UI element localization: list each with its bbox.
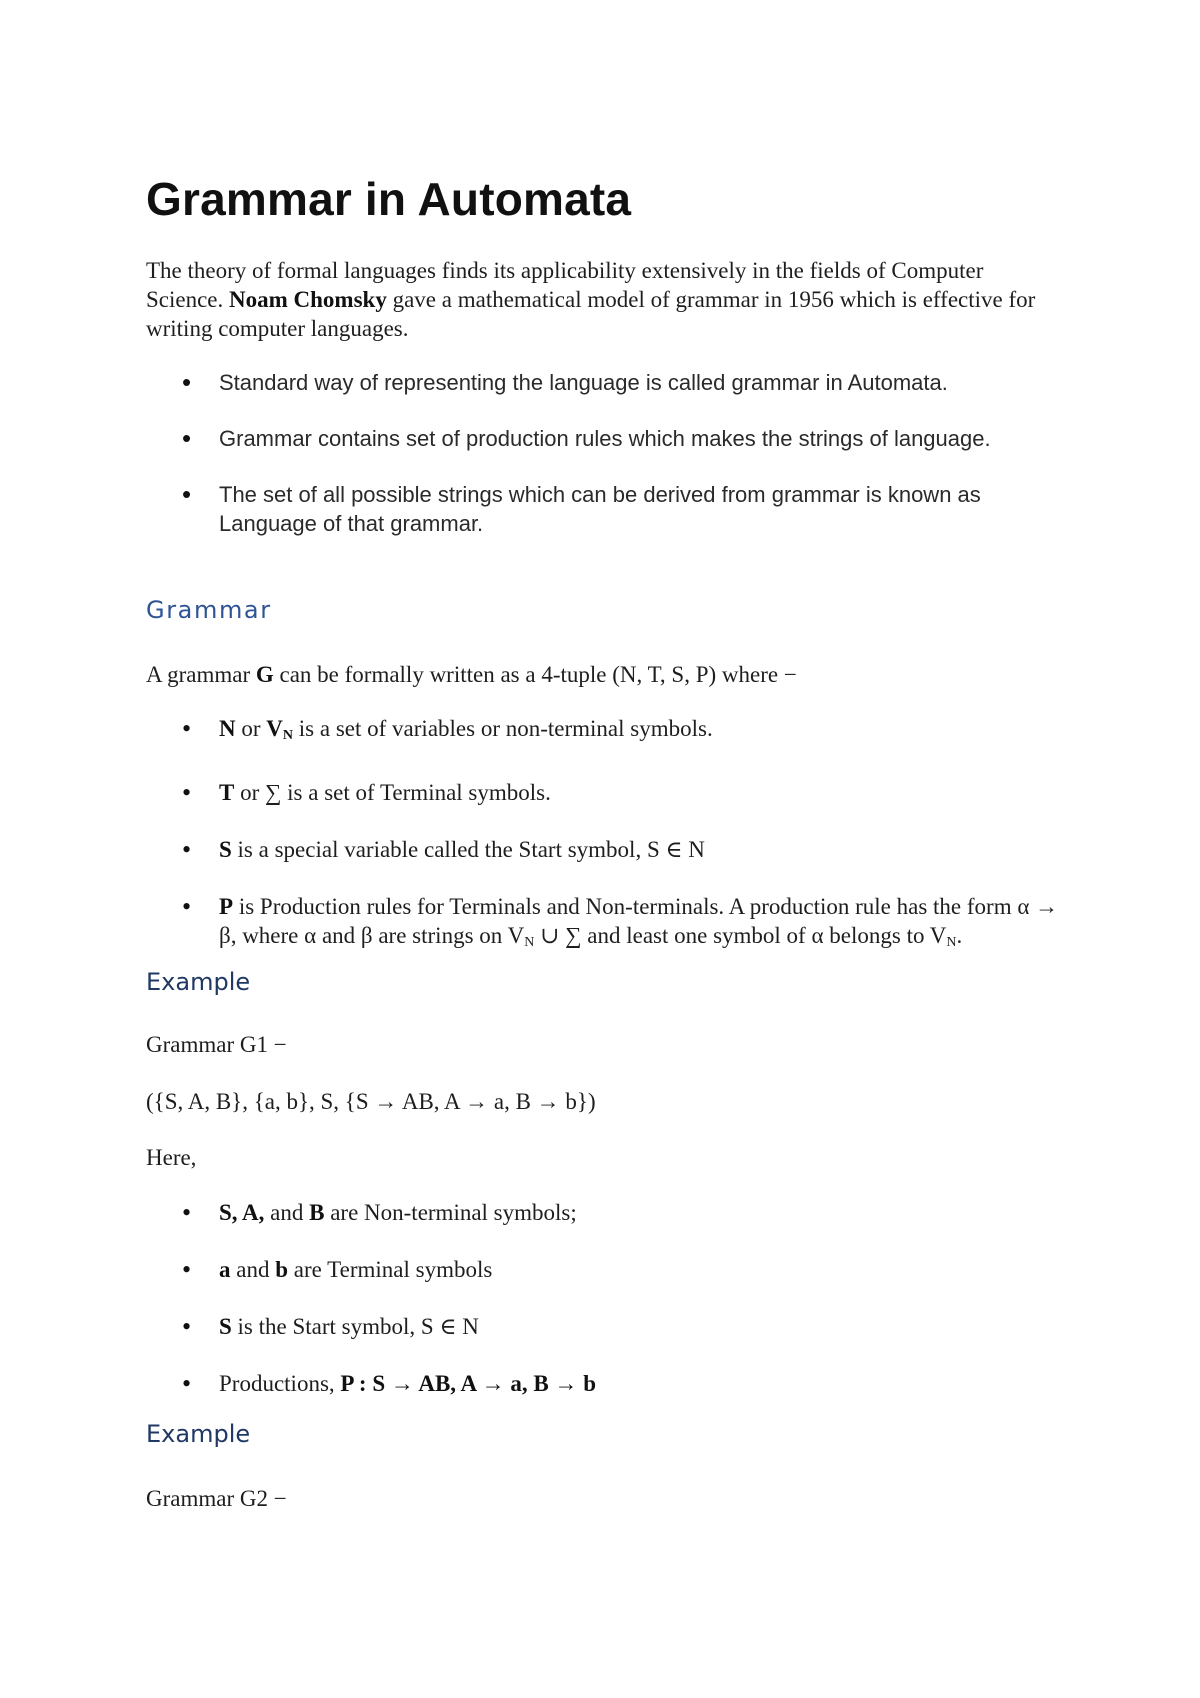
- item-bold: B: [309, 1200, 325, 1225]
- item-description: is a set of variables or non-terminal symbols.: [298, 716, 713, 741]
- list-item: [146, 892, 1066, 957]
- example-1-heading: Example: [146, 968, 251, 996]
- item-description-cont: ∪ ∑ and least one symbol of α belongs to V: [534, 923, 947, 948]
- example-1-list: [146, 1198, 1066, 1426]
- term-t: T: [219, 780, 235, 805]
- list-item: [146, 1198, 1066, 1227]
- item-description: is a special variable called the Start symbol, S ∈ N: [237, 837, 705, 862]
- list-item: • The set of all possible strings which can be derived from grammar is known as Language of that grammar.: [146, 480, 1066, 538]
- grammar-components-list: [146, 714, 1066, 985]
- intro-text-start: The theory of formal languages finds its applicability extensively in the fields of Computer Science.: [146, 258, 984, 312]
- example-2-heading: Example: [146, 1420, 251, 1448]
- item-bold: S: [219, 1314, 232, 1339]
- item-bold: b: [275, 1257, 289, 1282]
- list-item: • Grammar contains set of production rules which makes the strings of language.: [146, 424, 1066, 453]
- intro-author-name: Noam Chomsky: [229, 287, 387, 312]
- intro-paragraph: [146, 256, 1066, 343]
- example-1-here: Here,: [146, 1145, 197, 1170]
- list-item: [146, 778, 1066, 807]
- term-connector: or: [241, 716, 261, 741]
- example-2-grammar-label: Grammar G2 −: [146, 1486, 287, 1511]
- item-description: are Non-terminal symbols;: [324, 1200, 577, 1225]
- term-p: P: [219, 894, 234, 919]
- definition-text-end: can be formally written as a 4-tuple (N, T, S, P) where −: [279, 662, 797, 687]
- summary-bullet-list: [146, 368, 1066, 565]
- example-1-tuple: ({S, A, B}, {a, b}, S, {S → AB, A → a, B → b}): [146, 1089, 596, 1114]
- term-v: V: [266, 716, 283, 741]
- intro-text-end: gave a mathematical model of grammar in 1956 which is effective for writing computer languages.: [146, 287, 1036, 341]
- subscript-n: N: [282, 728, 294, 743]
- item-description: or ∑ is a set of Terminal symbols.: [240, 780, 551, 805]
- definition-text-start: A grammar: [146, 662, 251, 687]
- sentence-end: .: [956, 923, 963, 948]
- subscript-n: N: [946, 935, 957, 950]
- list-item: [146, 835, 1066, 864]
- item-description: are Terminal symbols: [288, 1257, 493, 1282]
- term-s: S: [219, 837, 232, 862]
- page-title: Grammar in Automata: [146, 173, 632, 225]
- item-lead: Productions,: [219, 1371, 341, 1396]
- example-1-grammar-label: Grammar G1 −: [146, 1032, 287, 1057]
- productions-bold: P : S → AB, A → a, B → b: [340, 1371, 597, 1396]
- list-item: [146, 1312, 1066, 1341]
- grammar-definition: [146, 660, 1066, 689]
- grammar-heading: Grammar: [146, 596, 272, 624]
- item-connector: and: [230, 1257, 276, 1282]
- item-connector: and: [264, 1200, 310, 1225]
- list-item: [146, 714, 1066, 750]
- item-bold: S, A,: [219, 1200, 265, 1225]
- term-vn: [266, 716, 293, 741]
- item-description: is the Start symbol, S ∈ N: [231, 1314, 479, 1339]
- term-n: N: [219, 716, 236, 741]
- list-item: [146, 1255, 1066, 1284]
- item-description: is Production rules for Terminals and Non-terminals. A production rule has the form α → β, where α and β are strings on V: [219, 894, 1059, 948]
- item-bold: a: [219, 1257, 231, 1282]
- grammar-symbol: G: [255, 662, 274, 687]
- list-item: • Standard way of representing the language is called grammar in Automata.: [146, 368, 1066, 397]
- subscript-n: N: [524, 935, 535, 950]
- list-item: [146, 1369, 1066, 1398]
